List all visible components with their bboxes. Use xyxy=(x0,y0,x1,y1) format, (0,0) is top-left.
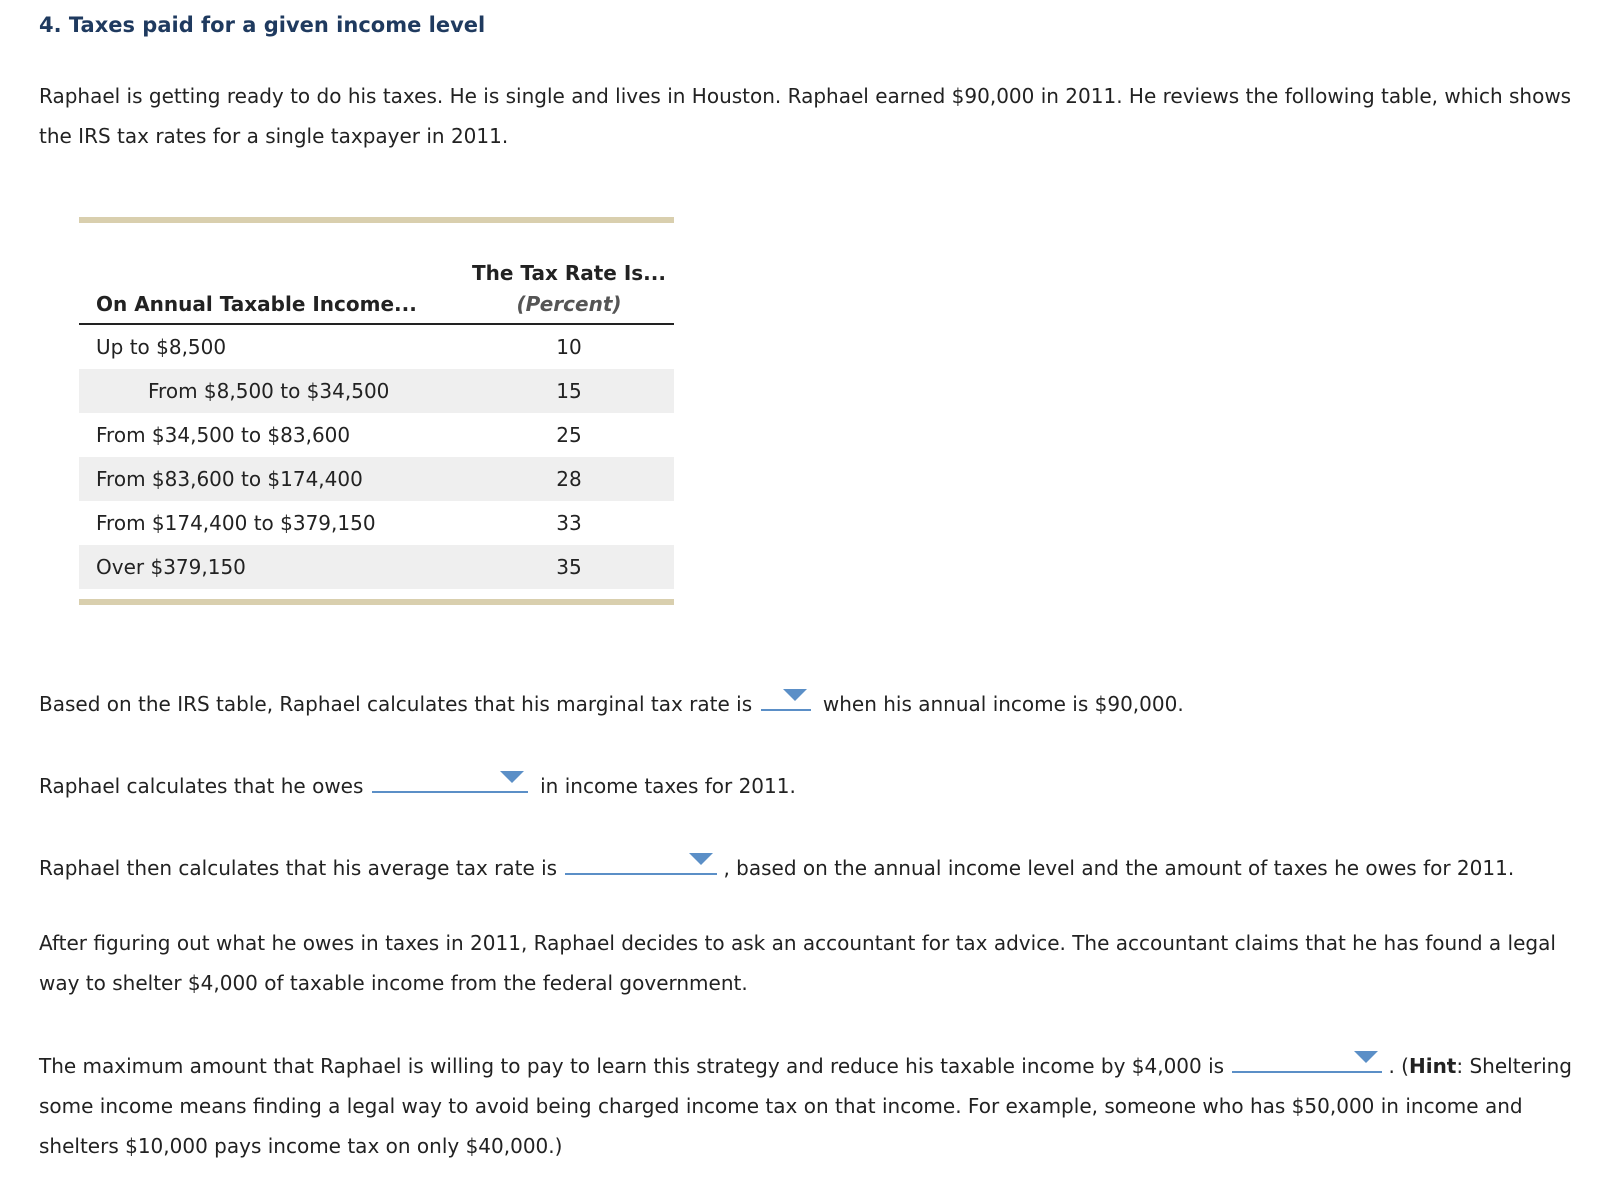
table-row xyxy=(79,413,674,457)
header-income: On Annual Taxable Income... xyxy=(79,285,464,324)
q2-text-after: in income taxes for 2011. xyxy=(540,774,796,798)
table-row xyxy=(79,545,674,589)
tax-rate-table-container xyxy=(79,217,674,605)
q1-text-after: when his annual income is $90,000. xyxy=(822,692,1184,716)
question-marginal-rate xyxy=(39,683,1184,724)
income-cell: From $174,400 to $379,150 xyxy=(96,511,376,535)
rate-cell: 15 xyxy=(464,369,674,413)
rate-cell: 25 xyxy=(556,423,582,447)
intro-paragraph: Raphael is getting ready to do his taxes. He is single and lives in Houston. Raphael earned $90,000 in 2011. He reviews the following table, which shows the IRS tax rates for a single taxpayer in 2011. xyxy=(39,84,1572,148)
table-row xyxy=(79,324,674,369)
income-cell: Over $379,150 xyxy=(79,545,464,589)
q2-text-before: Raphael calculates that he owes xyxy=(39,774,364,798)
question-taxes-owed xyxy=(39,765,796,806)
q1-text-before: Based on the IRS table, Raphael calculates that his marginal tax rate is xyxy=(39,692,753,716)
q5-text-after: : Sheltering some income means finding a legal way to avoid being charged income tax on that income. For example, someone who has $50,000 in income and shelters $10,000 pays income tax on only $40,000.) xyxy=(39,1054,1572,1158)
average-rate-dropdown[interactable] xyxy=(565,847,717,875)
table-row xyxy=(79,501,674,545)
chevron-down-icon xyxy=(500,771,524,783)
hint-label: Hint xyxy=(1408,1054,1457,1078)
table-row xyxy=(79,369,674,413)
header-rate-line2: (Percent) xyxy=(464,285,674,324)
marginal-rate-dropdown[interactable] xyxy=(761,683,811,711)
taxes-owed-dropdown[interactable] xyxy=(372,765,528,793)
income-cell: From $8,500 to $34,500 xyxy=(79,369,464,413)
q3-text-after: , based on the annual income level and the amount of taxes he owes for 2011. xyxy=(723,856,1515,880)
question-average-rate xyxy=(39,847,1514,888)
table-row xyxy=(79,457,674,501)
chevron-down-icon xyxy=(689,853,713,865)
chevron-down-icon xyxy=(783,689,807,701)
rate-cell: 10 xyxy=(556,335,582,359)
accountant-paragraph: After figuring out what he owes in taxes in 2011, Raphael decides to ask an accountant for tax advice. The accountant claims that he has found a legal way to shelter $4,000 of taxable income from the federal government. xyxy=(39,931,1556,995)
rate-cell: 28 xyxy=(464,457,674,501)
income-cell: From $34,500 to $83,600 xyxy=(96,423,351,447)
max-payment-dropdown[interactable] xyxy=(1232,1045,1382,1073)
q5-text-before: The maximum amount that Raphael is willing to pay to learn this strategy and reduce his taxable income by $4,000 is xyxy=(39,1054,1225,1078)
tax-rate-table xyxy=(79,223,674,589)
rate-cell: 33 xyxy=(556,511,582,535)
income-cell: From $83,600 to $174,400 xyxy=(79,457,464,501)
q5-text-prefix: . ( xyxy=(1388,1054,1409,1078)
income-cell: Up to $8,500 xyxy=(96,335,227,359)
q3-text-before: Raphael then calculates that his average tax rate is xyxy=(39,856,558,880)
header-rate-line1: The Tax Rate Is... xyxy=(472,261,666,285)
rate-cell: 35 xyxy=(464,545,674,589)
question-title: 4. Taxes paid for a given income level xyxy=(39,13,486,37)
chevron-down-icon xyxy=(1354,1051,1378,1063)
question-max-payment xyxy=(39,1045,1599,1166)
